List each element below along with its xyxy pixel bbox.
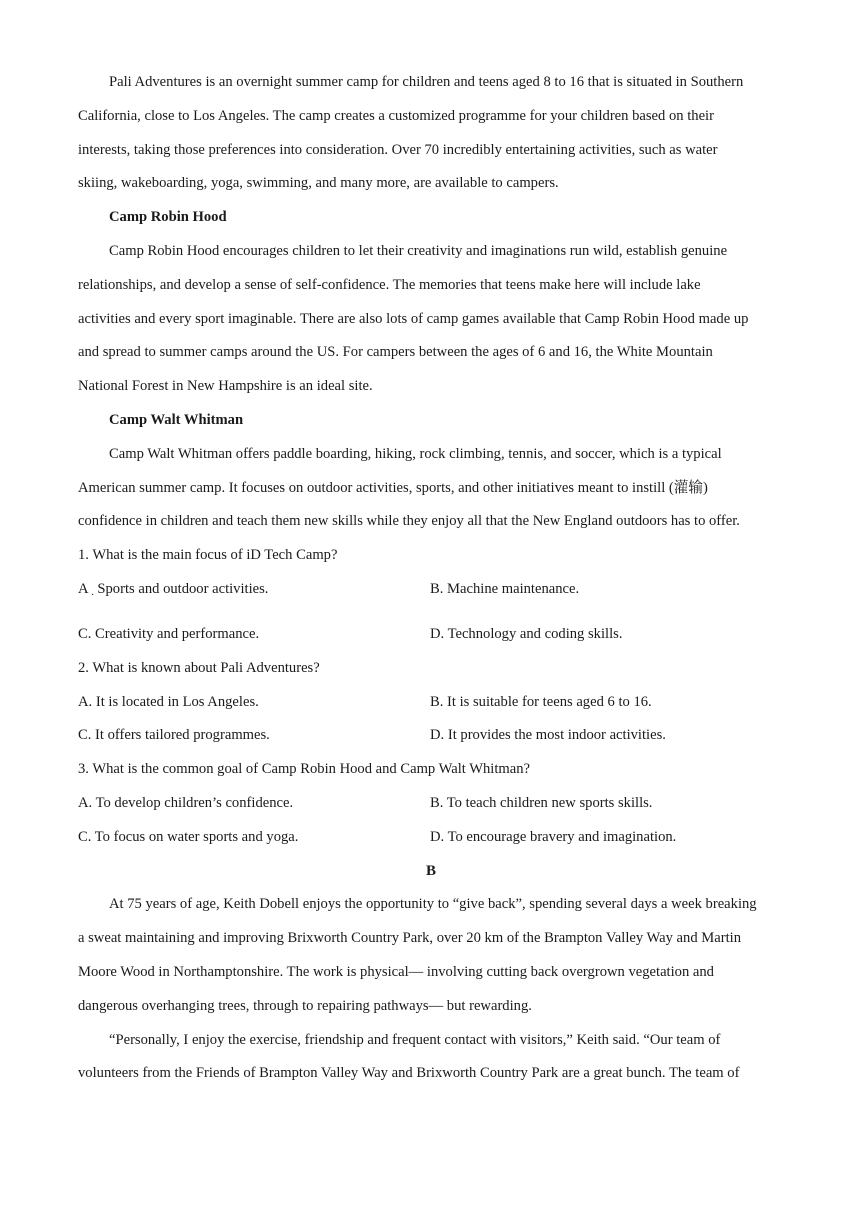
options-row xyxy=(78,618,784,652)
text-line: “Personally, I enjoy the exercise, friendship and frequent contact with visitors,” Keith said. “Our team of xyxy=(109,1031,721,1048)
question-stem: 1. What is the main focus of iD Tech Camp? xyxy=(78,547,338,564)
option-c: C. Creativity and performance. xyxy=(78,625,260,642)
pali-paragraph xyxy=(78,66,784,201)
option-d: D. It provides the most indoor activities. xyxy=(430,727,666,744)
option-a-text: Sports and outdoor activities. xyxy=(97,580,269,597)
options-row xyxy=(78,573,784,618)
option-a: A. It is located in Los Angeles. xyxy=(78,693,259,710)
text-line: relationships, and develop a sense of self-confidence. The memories that teens make here will include lake xyxy=(78,276,701,293)
text-line: Pali Adventures is an overnight summer camp for children and teens aged 8 to 16 that is situated in Southern xyxy=(109,74,744,90)
section-b-paragraph-1 xyxy=(78,888,784,1023)
document-page xyxy=(78,66,784,1091)
option-a-label: A xyxy=(78,580,88,597)
question-stem: 3. What is the common goal of Camp Robin Hood and Camp Walt Whitman? xyxy=(78,761,530,778)
text-line: National Forest in New Hampshire is an ideal site. xyxy=(78,378,373,395)
option-c: C. It offers tailored programmes. xyxy=(78,727,270,744)
text-line: activities and every sport imaginable. There are also lots of camp games available that Camp Robin Hood made up xyxy=(78,310,749,327)
question-2 xyxy=(78,652,784,753)
options-row xyxy=(78,686,784,720)
walt-whitman-paragraph xyxy=(78,438,784,539)
text-line: interests, taking those preferences into consideration. Over 70 incredibly entertaining activities, such as water xyxy=(78,141,718,158)
walt-whitman-heading: Camp Walt Whitman xyxy=(109,411,244,428)
dot-mark-icon: · xyxy=(91,589,95,601)
text-line: and spread to summer camps around the US. For campers between the ages of 6 and 16, the White Mountain xyxy=(78,344,713,361)
options-row xyxy=(78,787,784,821)
text-line: Camp Robin Hood encourages children to let their creativity and imaginations run wild, establish genuine xyxy=(109,242,728,259)
option-b: B. It is suitable for teens aged 6 to 16. xyxy=(430,693,652,710)
robin-hood-heading: Camp Robin Hood xyxy=(109,209,227,226)
question-stem: 2. What is known about Pali Adventures? xyxy=(78,659,320,676)
text-line: California, close to Los Angeles. The camp creates a customized programme for your children based on their xyxy=(78,107,714,124)
question-3 xyxy=(78,753,784,854)
text-line: confidence in children and teach them new skills while they enjoy all that the New England outdoors has to offer. xyxy=(78,513,740,530)
section-b-paragraph-2 xyxy=(78,1024,784,1092)
text-line: Moore Wood in Northamptonshire. The work is physical— involving cutting back overgrown vegetation and xyxy=(78,963,714,980)
option-d: D. Technology and coding skills. xyxy=(430,625,623,642)
text-line: volunteers from the Friends of Brampton Valley Way and Brixworth Country Park are a great bunch. The team of xyxy=(78,1065,740,1082)
text-line: skiing, wakeboarding, yoga, swimming, and many more, are available to campers. xyxy=(78,175,559,192)
text-line: Camp Walt Whitman offers paddle boarding, hiking, rock climbing, tennis, and soccer, which is a typical xyxy=(109,445,722,462)
question-1 xyxy=(78,539,784,652)
text-line: a sweat maintaining and improving Brixworth Country Park, over 20 km of the Brampton Valley Way and Martin xyxy=(78,930,741,947)
option-c: C. To focus on water sports and yoga. xyxy=(78,828,299,845)
text-line: American summer camp. It focuses on outdoor activities, sports, and other initiatives meant to instill (灌输) xyxy=(78,479,708,496)
text-line: dangerous overhanging trees, through to repairing pathways— but rewarding. xyxy=(78,997,532,1014)
option-d: D. To encourage bravery and imagination. xyxy=(430,828,677,845)
options-row xyxy=(78,821,784,855)
robin-hood-paragraph xyxy=(78,235,784,404)
text-line: At 75 years of age, Keith Dobell enjoys the opportunity to “give back”, spending several days a week breaking xyxy=(109,896,757,913)
option-a: A. To develop children’s confidence. xyxy=(78,794,294,811)
option-b: B. To teach children new sports skills. xyxy=(430,794,653,811)
option-b: B. Machine maintenance. xyxy=(430,580,580,597)
section-b-heading: B xyxy=(425,862,436,879)
options-row xyxy=(78,719,784,753)
option-a xyxy=(78,573,430,618)
